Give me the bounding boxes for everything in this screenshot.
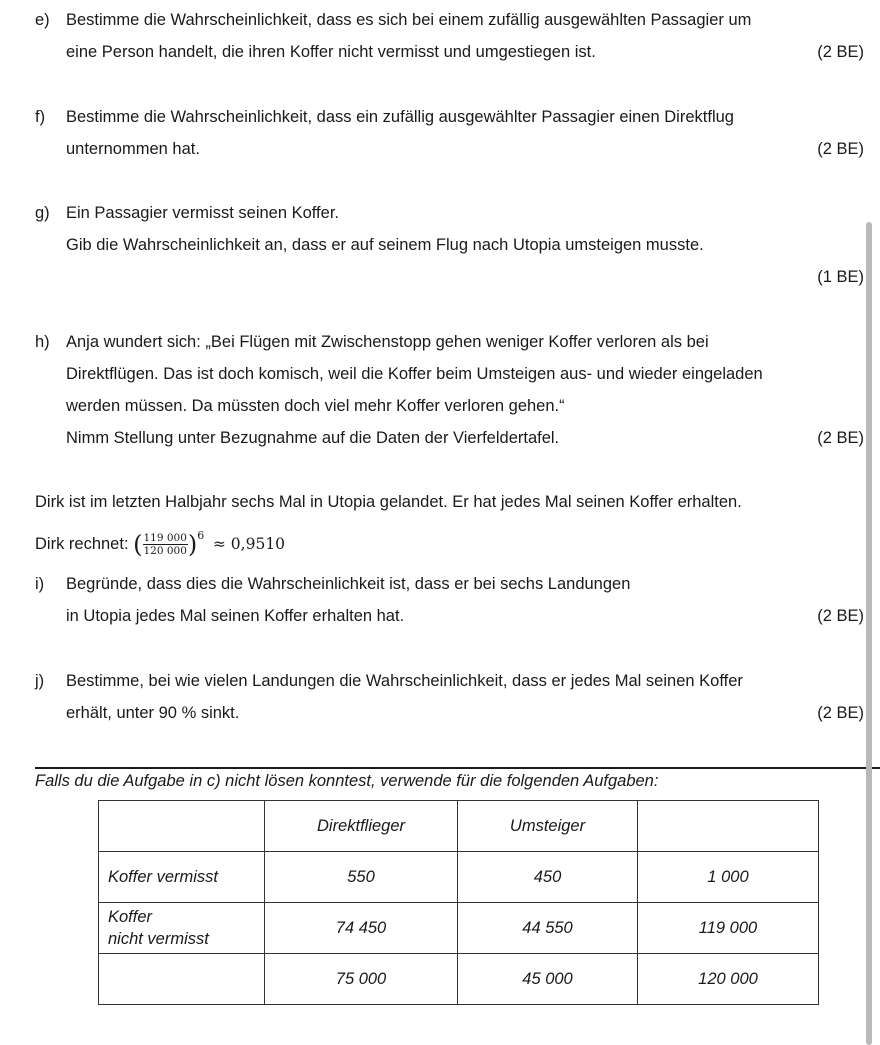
dirk-exponent: 6 (197, 529, 205, 542)
task-f-text-2: unternommen hat. (66, 140, 200, 158)
task-g-text-2: Gib die Wahrscheinlichkeit an, dass er auf seinem Flug nach Utopia umsteigen musste. (66, 236, 704, 254)
table-cell: 74 450 (265, 903, 458, 954)
task-g-points: (1 BE) (817, 268, 864, 286)
dirk-result: ≈ 0,9510 (212, 535, 286, 553)
task-i-text-1: Begründe, dass dies die Wahrscheinlichkeit ist, dass er bei sechs Landungen (66, 575, 631, 593)
task-f-label: f) (35, 108, 46, 126)
task-j-text-2: erhält, unter 90 % sinkt. (66, 704, 240, 722)
table-header-transfer: Umsteiger (458, 801, 638, 852)
task-e-points: (2 BE) (817, 43, 864, 61)
vertical-scrollbar[interactable] (866, 222, 872, 1045)
task-j-text-1: Bestimme, bei wie vielen Landungen die Wahrscheinlichkeit, dass er jedes Mal seinen Koffer (66, 672, 743, 690)
dirk-calculation: Dirk rechnet: ( $\frac{119 000}{120 000}$ )$^6$ ≈ 0,9510 (35, 529, 286, 559)
task-h-text-1: Anja wundert sich: „Bei Flügen mit Zwischenstopp gehen weniger Koffer verloren als bei (66, 333, 709, 351)
table-cell: 44 550 (458, 903, 638, 954)
table-cell: 75 000 (265, 954, 458, 1005)
task-h-points: (2 BE) (817, 429, 864, 447)
fallback-note: Falls du die Aufgabe in c) nicht lösen konntest, verwende für die folgenden Aufgaben: (35, 772, 659, 790)
table-cell: 45 000 (458, 954, 638, 1005)
task-i-text-2: in Utopia jedes Mal seinen Koffer erhalten hat. (66, 607, 405, 625)
task-e-text-2: eine Person handelt, die ihren Koffer nicht vermisst und umgestiegen ist. (66, 43, 596, 61)
table-row-label: Koffer nicht vermisst (99, 903, 265, 954)
task-e-label: e) (35, 11, 50, 29)
task-j-label: j) (35, 672, 45, 690)
task-g-text-1: Ein Passagier vermisst seinen Koffer. (66, 204, 339, 222)
task-h-text-3: werden müssen. Da müssten doch viel mehr Koffer verloren gehen.“ (66, 397, 565, 415)
dirk-denominator: 120 000 (143, 545, 187, 558)
task-f-points: (2 BE) (817, 140, 864, 158)
table-cell: 550 (265, 852, 458, 903)
table-row-label: Koffer vermisst (99, 852, 265, 903)
task-i-label: i) (35, 575, 45, 593)
task-g-label: g) (35, 204, 50, 222)
task-h-text-4: Nimm Stellung unter Bezugnahme auf die Daten der Vierfeldertafel. (66, 429, 560, 447)
table-cell: 120 000 (638, 954, 819, 1005)
section-divider (35, 767, 880, 769)
task-h-text-2: Direktflügen. Das ist doch komisch, weil die Koffer beim Umsteigen aus- und wieder eingeladen (66, 365, 763, 383)
table-cell: 1 000 (638, 852, 819, 903)
table-cell (638, 801, 819, 852)
dirk-intro: Dirk ist im letzten Halbjahr sechs Mal in Utopia gelandet. Er hat jedes Mal seinen Koffer erhalten. (35, 493, 742, 511)
table-header-direct: Direktflieger (265, 801, 458, 852)
task-i-points: (2 BE) (817, 607, 864, 625)
dirk-calc-prefix: Dirk rechnet: (35, 535, 129, 553)
table-row (99, 903, 819, 954)
task-e-text-1: Bestimme die Wahrscheinlichkeit, dass es sich bei einem zufällig ausgewählten Passagier um (66, 11, 752, 29)
table-cell: 450 (458, 852, 638, 903)
table-header-row (99, 801, 819, 852)
dirk-fraction (143, 532, 188, 557)
table-cell: 119 000 (638, 903, 819, 954)
contingency-table (98, 800, 819, 1005)
table-row (99, 954, 819, 1005)
table-cell (99, 954, 265, 1005)
table-cell (99, 801, 265, 852)
dirk-numerator: 119 000 (143, 532, 187, 545)
task-f-text-1: Bestimme die Wahrscheinlichkeit, dass ein zufällig ausgewählter Passagier einen Direktflug (66, 108, 734, 126)
task-j-points: (2 BE) (817, 704, 864, 722)
table-row (99, 852, 819, 903)
task-h-label: h) (35, 333, 50, 351)
